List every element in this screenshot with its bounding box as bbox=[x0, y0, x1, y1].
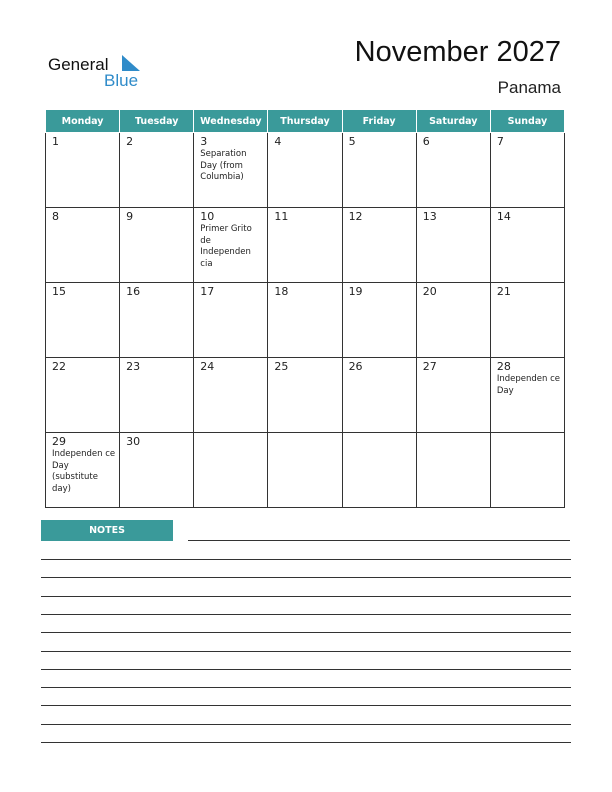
day-cell bbox=[416, 358, 490, 433]
day-cell bbox=[120, 358, 194, 433]
day-cell bbox=[416, 208, 490, 283]
day-number: 22 bbox=[52, 360, 66, 373]
day-number: 11 bbox=[274, 210, 289, 223]
day-cell bbox=[46, 358, 120, 433]
weekday-header: Monday bbox=[46, 110, 120, 133]
weekday-header: Thursday bbox=[268, 110, 342, 133]
holiday-label: Independen ce Day (substitute day) bbox=[52, 449, 116, 494]
day-number: 8 bbox=[52, 210, 59, 223]
day-cell bbox=[46, 433, 120, 508]
week-row bbox=[46, 133, 565, 208]
notes-rule-line bbox=[41, 596, 571, 597]
day-cell bbox=[490, 433, 564, 508]
day-cell bbox=[416, 283, 490, 358]
day-cell bbox=[120, 283, 194, 358]
day-number: 5 bbox=[348, 135, 356, 148]
day-number: 1 bbox=[52, 135, 59, 148]
day-cell bbox=[46, 133, 120, 208]
day-cell bbox=[194, 358, 268, 433]
day-number: 21 bbox=[496, 285, 511, 298]
notes-rule-line bbox=[41, 614, 571, 615]
week-row bbox=[46, 433, 565, 508]
day-cell bbox=[194, 208, 268, 283]
weekday-header: Saturday bbox=[416, 110, 490, 133]
day-cell bbox=[342, 208, 416, 283]
day-number: 25 bbox=[274, 360, 289, 373]
day-number: 30 bbox=[126, 435, 141, 448]
day-number: 9 bbox=[126, 210, 134, 223]
day-cell bbox=[342, 283, 416, 358]
day-cell bbox=[194, 283, 268, 358]
calendar-country: Panama bbox=[497, 78, 561, 97]
logo-text-general: General bbox=[48, 55, 109, 74]
day-cell bbox=[416, 133, 490, 208]
day-cell bbox=[490, 133, 564, 208]
holiday-label: Separation Day (from Columbia) bbox=[200, 149, 247, 182]
day-cell bbox=[120, 133, 194, 208]
weekday-header: Wednesday bbox=[194, 110, 268, 133]
day-number: 2 bbox=[126, 135, 134, 148]
day-cell bbox=[194, 133, 268, 208]
day-cell bbox=[416, 433, 490, 508]
day-number: 24 bbox=[200, 360, 215, 373]
weekday-header-row bbox=[46, 110, 565, 133]
notes-rule-line bbox=[41, 705, 571, 706]
day-cell bbox=[120, 433, 194, 508]
day-number: 26 bbox=[348, 360, 363, 373]
weekday-header: Sunday bbox=[490, 110, 564, 133]
holiday-label: Primer Grito de Independen cia bbox=[200, 224, 252, 269]
notes-rule-line bbox=[41, 742, 571, 743]
day-number: 18 bbox=[274, 285, 289, 298]
week-row bbox=[46, 358, 565, 433]
day-number: 4 bbox=[274, 135, 282, 148]
day-number: 6 bbox=[422, 135, 430, 148]
day-cell bbox=[46, 283, 120, 358]
notes-rule-line bbox=[41, 669, 571, 670]
week-row bbox=[46, 283, 565, 358]
day-cell bbox=[268, 283, 342, 358]
notes-rule-line bbox=[41, 687, 571, 688]
day-cell bbox=[268, 358, 342, 433]
day-cell bbox=[268, 208, 342, 283]
day-number: 28 bbox=[496, 360, 511, 373]
day-cell bbox=[490, 208, 564, 283]
week-row bbox=[46, 208, 565, 283]
day-number: 27 bbox=[422, 360, 437, 373]
day-cell bbox=[490, 283, 564, 358]
weekday-header: Tuesday bbox=[120, 110, 194, 133]
notes-rule-line bbox=[41, 559, 571, 560]
day-number: 14 bbox=[496, 210, 511, 223]
day-number: 13 bbox=[422, 210, 437, 223]
day-cell bbox=[46, 208, 120, 283]
weekday-header: Friday bbox=[342, 110, 416, 133]
day-number: 17 bbox=[200, 285, 215, 298]
day-number: 12 bbox=[348, 210, 363, 223]
holiday-label: Independen ce Day bbox=[496, 374, 560, 396]
calendar-title: November 2027 bbox=[354, 36, 561, 68]
notes-rule-line bbox=[41, 632, 571, 633]
day-cell bbox=[268, 433, 342, 508]
notes-label: NOTES bbox=[41, 520, 173, 541]
day-number: 3 bbox=[200, 135, 208, 148]
day-number: 10 bbox=[200, 210, 215, 223]
day-cell bbox=[342, 358, 416, 433]
logo-text-blue: Blue bbox=[104, 71, 139, 90]
generalblue-logo bbox=[48, 52, 158, 92]
day-cell bbox=[342, 433, 416, 508]
month-calendar-grid bbox=[45, 109, 565, 508]
day-cell bbox=[342, 133, 416, 208]
day-number: 15 bbox=[52, 285, 66, 298]
day-cell bbox=[490, 358, 564, 433]
notes-rule-line bbox=[41, 651, 571, 652]
day-number: 23 bbox=[126, 360, 141, 373]
day-cell bbox=[120, 208, 194, 283]
day-number: 19 bbox=[348, 285, 363, 298]
notes-rule-line bbox=[41, 724, 571, 725]
day-number: 16 bbox=[126, 285, 141, 298]
day-cell bbox=[268, 133, 342, 208]
day-number: 20 bbox=[422, 285, 437, 298]
day-number: 29 bbox=[52, 435, 66, 448]
notes-rule-line bbox=[41, 577, 571, 578]
notes-rule-line bbox=[188, 540, 570, 541]
logo-triangle-icon bbox=[120, 54, 142, 72]
day-number: 7 bbox=[496, 135, 504, 148]
day-cell bbox=[194, 433, 268, 508]
